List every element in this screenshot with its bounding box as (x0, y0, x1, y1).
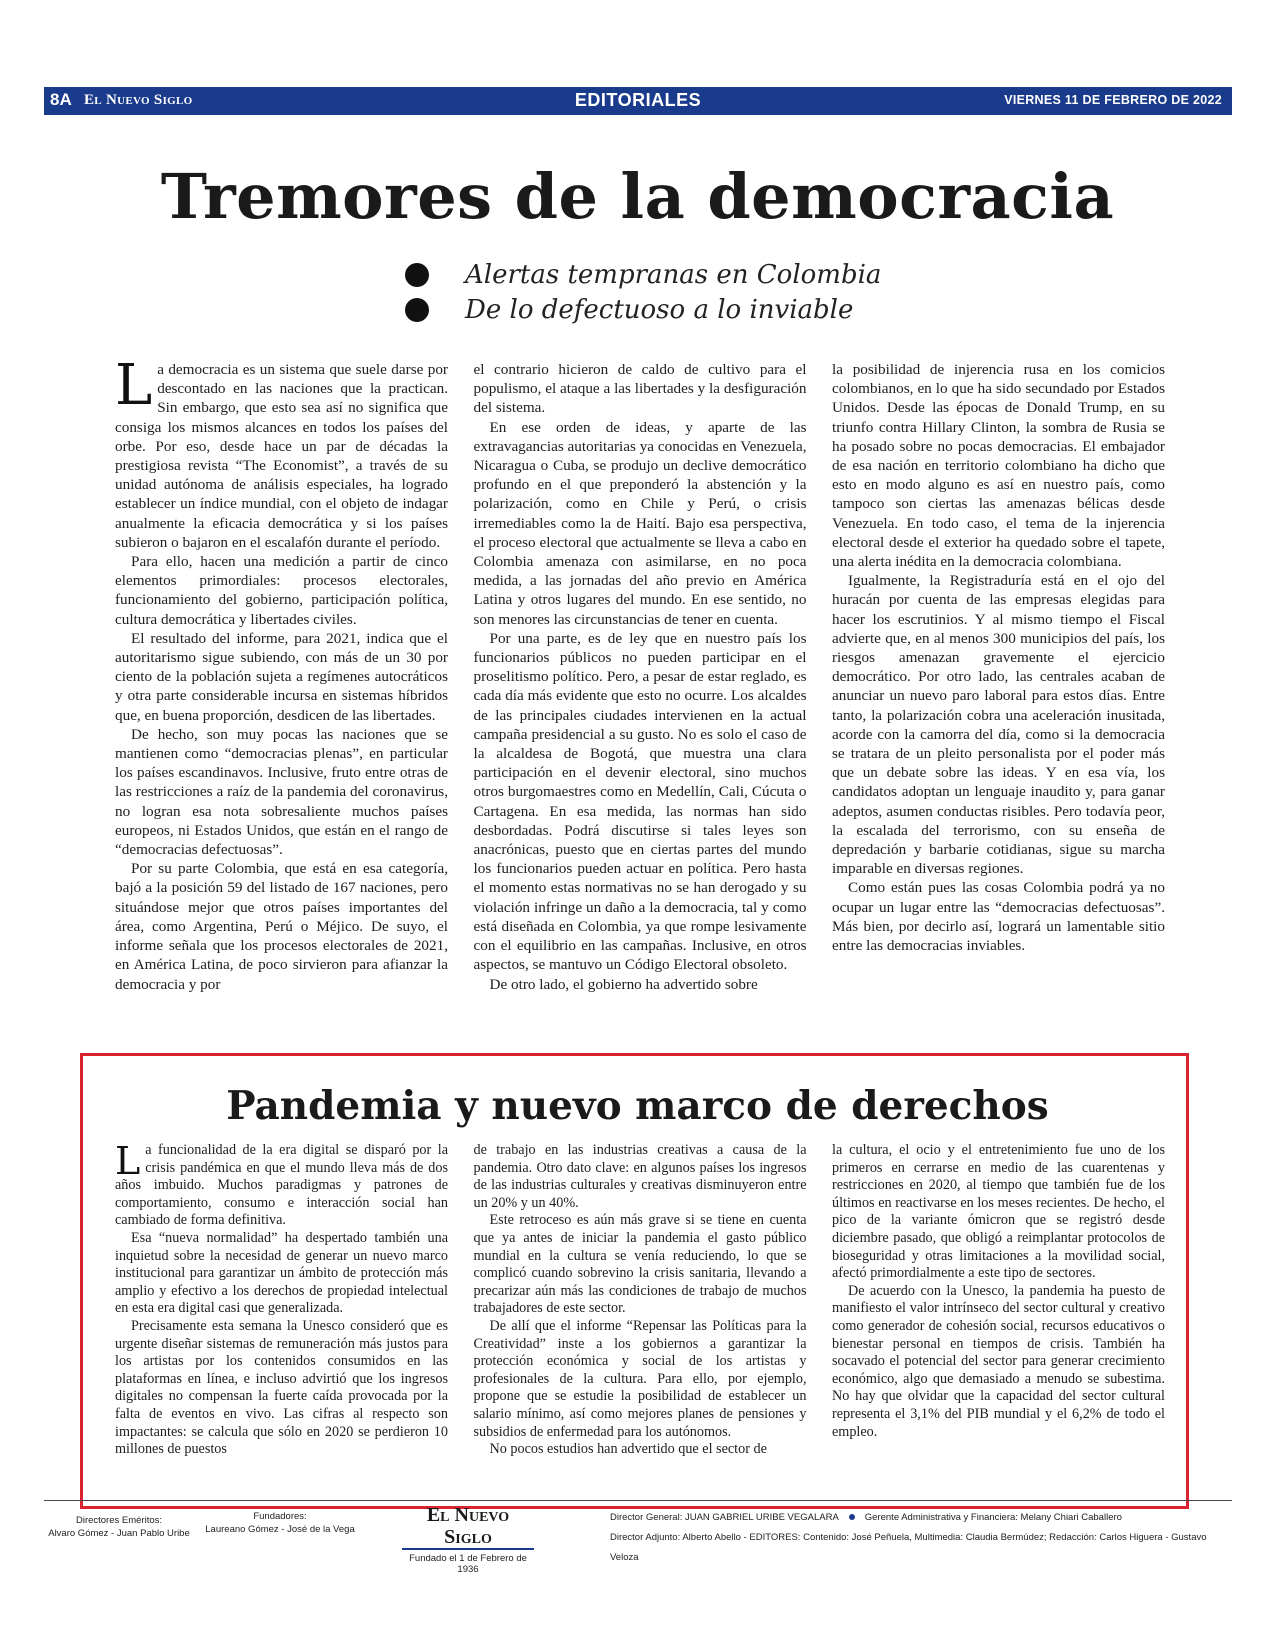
editorial-2-body (115, 1142, 1165, 1478)
footer-founders (200, 1510, 360, 1536)
editorial-1-column-2 (474, 360, 807, 1052)
director-general: Director General: JUAN GABRIEL URIBE VEGALARA (610, 1512, 839, 1523)
paragraph: Para ello, hacen una medición a partir de cinco elementos primordiales: procesos electorales, funcionamiento del gobierno, participación política, cultura democrática y libertades civiles. (115, 553, 448, 628)
paragraph: Esa “nueva normalidad” ha despertado también una inquietud sobre la necesidad de generar un nuevo marco institucional para garantizar un ámbito de protección más amplio y efectivo a los derechos de propiedad intelectual en esta era digital casi que generalizada. (115, 1229, 448, 1317)
directors-label: Directores Eméritos: (75, 1515, 163, 1526)
paragraph: De acuerdo con la Unesco, la pandemia ha puesto de manifiesto el valor intrínseco del sector cultural y creativo como generador de cohesión social, recursos educativos o bienestar personal en tiempos de crisis. También ha socavado el potencial del sector para generar crecimiento económico, algo que demasiado a menudo se subestima. No hay que olvidar que la capacidad del sector cultural representa el 3,1% del PIB mundial y el 6,2% de todo el empleo. (832, 1282, 1165, 1440)
paragraph-text: a democracia es un sistema que suele darse por descontado en las naciones que la practican. Sin embargo, que esto sea así no significa que consiga los mismos alcances en todos los países del orbe. Por eso, desde hace un par de décadas la prestigiosa revista “The Economist”, a través de su unidad autónoma de análisis especiales, ha logrado establecer un índice mundial, con el objeto de indagar anualmente la eficacia democrática y si los países subieron o bajaron en el escalafón durante el período. (115, 361, 448, 551)
bullet-dot-icon (405, 263, 429, 287)
footer-masthead-logo (402, 1504, 534, 1575)
subhead-item (405, 258, 881, 293)
drop-cap: L (115, 360, 153, 418)
founders-label: Fundadores: (253, 1511, 307, 1522)
bullet-dot-icon (405, 298, 429, 322)
footer-directors (44, 1514, 194, 1540)
paragraph (115, 1142, 448, 1230)
subhead-item (405, 293, 881, 328)
paragraph: Este retroceso es aún más grave si se tiene en cuenta que ya antes de iniciar la pandemia el gasto público mundial en la cultura se venía reduciendo, lo que se complicó cuando sobrevino la crisis sanitaria, llevando a precarizar aún más las condiciones de trabajo de muchos trabajadores de este sector. (473, 1212, 807, 1317)
drop-cap: L (115, 1142, 141, 1183)
page-header-bar (44, 87, 1232, 115)
editorial-2-column-3 (832, 1142, 1165, 1478)
logo-wordmark: El Nuevo Siglo (402, 1504, 534, 1550)
page-number: 8A (50, 90, 72, 109)
paragraph: En ese orden de ideas, y aparte de las extravagancias autoritarias ya conocidas en Venezuela, Nicaragua o Cuba, se produjo un declive democrático profundo en el que preponderó la abstención y la polarización, como en Chile y Perú, o crisis irremediables como la de Haití. Bajo esa perspectiva, el proceso electoral que actualmente se lleva a cabo en Colombia amenaza con asimilarse, en no poca medida, a las jornadas del año previo en América Latina y otros lugares del mundo. En ese sentido, no son menores las circunstancias de tener en cuenta. (473, 418, 807, 628)
paragraph: Precisamente esta semana la Unesco consideró que es urgente diseñar sistemas de remuneración más justos para los artistas por los contenidos consumidos en las plataformas en línea, e incluso advirtió que los ingresos digitales no compensan la fuerte caída provocada por la falta de eventos en vivo. Las cifras al respecto son impactantes: se calcula que sólo en 2020 se perdieron 10 millones de puestos (115, 1317, 448, 1458)
paragraph: Igualmente, la Registraduría está en el ojo del huracán por cuenta de las empresas elegidas para hacer los escrutinios. Y al mismo tiempo el Fiscal advierte que, en al menos 300 municipios del país, los riesgos amenazan gravemente el ejercicio democrático. Por otro lado, las centrales acaban de anunciar un nuevo paro laboral para estos días. Entre tanto, la polarización cobra una aceleración inusitada, acorde con la camorra del día, como si la democracia se tratara de un pleito personalista por el poder más que un debate sobre las ideas. Y en esa vía, los candidatos adoptan un lenguaje inaudito y, para ganar adeptos, asumen conductas risibles. Pero todavía peor, la escalada del terrorismo, con su enseña de depredación y barbarie cotidianas, sigue su marcha imparable en diversas regiones. (832, 572, 1165, 878)
issue-date: VIERNES 11 DE FEBRERO DE 2022 (1004, 93, 1222, 107)
paragraph: Por una parte, es de ley que en nuestro país los funcionarios públicos no pueden participar en el proselitismo político. Pero, a pesar de estar reglado, es cada día más evidente que esto no ocurre. Los alcaldes de las principales ciudades intervienen en la actual campaña presidencial a su gusto. No es solo el caso de la alcaldesa de Bogotá, que muestra una clara participación en el devenir electoral, sino muchos otros burgomaestres como en Medellín, Cali, Cúcuta o Cartagena. En esa medida, las normas han sido desbordadas. Podrá discutirse si tales leyes son anacrónicas, puesto que en ciertas partes del mundo los funcionarios pueden actuar en política. Pero hasta el momento estas normativas no se han derogado y su violación infringe un daño a la democracia, tal y como está diseñada en Colombia, ya que rompe lesivamente con el equilibrio en las campañas. Inclusive, en otros aspectos, se mantuvo un Código Electoral obsoleto. (473, 629, 807, 974)
paragraph (115, 360, 448, 552)
editorial-2-headline: Pandemia y nuevo marco de derechos (226, 1083, 1049, 1129)
paragraph: de trabajo en las industrias creativas a causa de la pandemia. Otro dato clave: en algunos países los ingresos de las industrias culturales y creativas disminuyeron entre un 20% y un 40%. (473, 1142, 807, 1211)
paragraph: Por su parte Colombia, que está en esa categoría, bajó a la posición 59 del listado de 167 naciones, pero situándose mejor que otros países importantes del área, como Argentina, Perú o Méjico. De suyo, el informe señala que los procesos electorales de 2021, en América Latina, de poco sirvieron para afianzar la democracia y por (115, 860, 448, 993)
subhead-text: De lo defectuoso a lo inviable (465, 295, 854, 325)
editorial-1-column-1 (115, 360, 448, 1052)
staff-row-1 (610, 1508, 1210, 1528)
editorial-1-subheads (405, 258, 881, 328)
staff-row-2: Director Adjunto: Alberto Abello - EDITORES: Contenido: José Peñuela, Multimedia: Claudia Bermúdez; Redacción: Carlos Higuera - Gustavo Veloza (610, 1532, 1207, 1563)
editorial-2-column-2 (474, 1142, 807, 1478)
directors-names: Alvaro Gómez - Juan Pablo Uribe (48, 1528, 190, 1539)
editorial-1-headline: Tremores de la democracia (160, 160, 1115, 233)
paragraph: El resultado del informe, para 2021, indica que el autoritarismo sigue subiendo, con más de un 30 por ciento de la población sujeta a regímenes autocráticos y otra parte considerable incursa en sistemas híbridos que, en buena proporción, desdicen de las libertades. (115, 629, 448, 724)
paragraph: el contrario hicieron de caldo de cultivo para el populismo, el ataque a las libertades y la desfiguración del sistema. (473, 361, 807, 417)
editorial-1-column-3 (832, 360, 1165, 1052)
footer-divider (44, 1500, 1232, 1501)
paragraph: De otro lado, el gobierno ha advertido sobre (489, 975, 758, 993)
founded-date: Fundado el 1 de Febrero de 1936 (409, 1553, 527, 1575)
paragraph: De hecho, son muy pocas las naciones que se mantienen como “democracias plenas”, en particular los países escandinavos. Inclusive, fruto entre otras de las restricciones a raíz de la pandemia del coronavirus, no logran esa nota sobresaliente muchos países europeos, ni Estados Unidos, que están en el rango de “democracias defectuosas”. (115, 725, 448, 859)
paragraph: No pocos estudios han advertido que el sector de (489, 1441, 767, 1458)
footer-staff (610, 1508, 1210, 1568)
general-manager: Gerente Administrativa y Financiera: Melany Chiari Caballero (864, 1512, 1122, 1523)
separator-dot-icon (849, 1514, 855, 1520)
section-title: EDITORIALES (574, 90, 702, 110)
subhead-text: Alertas tempranas en Colombia (465, 260, 882, 290)
paragraph: De allí que el informe “Repensar las Políticas para la Creatividad” inste a los gobiernos a garantizar la protección económica y social de los artistas y profesionales de la cultura. Para ello, por ejemplo, propone que se estudie la posibilidad de establecer un salario mínimo, así como mejores planes de pensiones y subsidios de enfermedad para los autónomos. (473, 1317, 807, 1440)
editorial-2-column-1 (115, 1142, 448, 1478)
editorial-1-body (115, 360, 1165, 1052)
paragraph: Como están pues las cosas Colombia podrá ya no ocupar un lugar entre las “democracias defectuosas”. Más bien, por decirlo así, logrará un lamentable sitio entre las democracias inviables. (832, 879, 1165, 955)
paragraph: la cultura, el ocio y el entretenimiento fue uno de los primeros en cerrarse en medio de las cuarentenas y restricciones en 2020, al tiempo que también fue de los últimos en reactivarse en los meses recientes. De hecho, el pico de la variante ómicron que se registró desde diciembre pasado, que obligó a reimplantar protocolos de bioseguridad y otras limitaciones a la movilidad social, afectó primordialmente a este tipo de sectores. (832, 1142, 1165, 1282)
paragraph: la posibilidad de injerencia rusa en los comicios colombianos, en lo que ha sido secundado por Estados Unidos. Desde las épocas de Donald Trump, en su triunfo contra Hillary Clinton, la sombra de Rusia se ha posado sobre no pocas democracias. El embajador de esa nación en territorio colombiano ha dicho que esto en modo alguno es así en nuestro país, como tampoco son ciertas las amenazas bélicas desde Venezuela. En todo caso, el tema de la injerencia electoral desde el exterior ha quedado sobre el tapete, una alerta inédita en la democracia colombiana. (832, 361, 1165, 571)
paragraph-text: a funcionalidad de la era digital se disparó por la crisis pandémica en que el mundo lleva más de dos años imbuido. Muchos paradigmas y patrones de comportamiento, consumo e interacción social han cambiado de forma definitiva. (115, 1142, 448, 1229)
founders-names: Laureano Gómez - José de la Vega (205, 1524, 355, 1535)
paper-name: El Nuevo Siglo (84, 92, 193, 108)
